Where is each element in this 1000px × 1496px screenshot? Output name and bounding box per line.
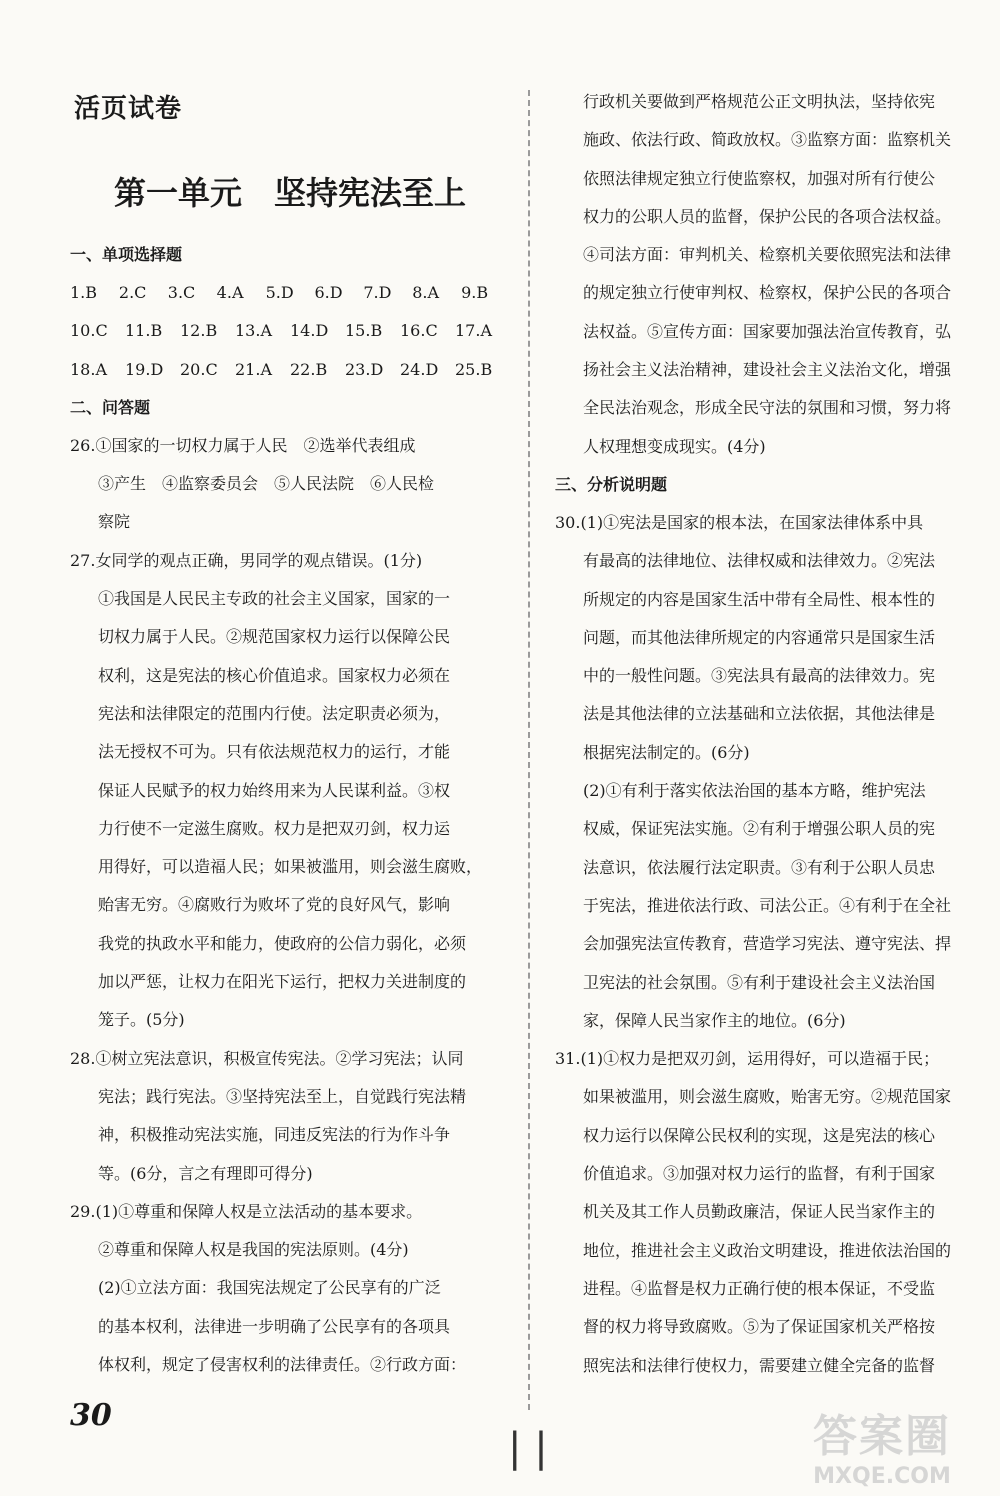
answer-item: 15.B bbox=[345, 321, 383, 341]
answer-item: 12.B bbox=[180, 321, 218, 341]
answer-item: 23.D bbox=[345, 359, 384, 379]
answer-item: 9.B bbox=[461, 283, 489, 302]
text-line: 人权理想变成现实。(4分) bbox=[583, 436, 766, 456]
text-line: 会加强宪法宣传教育，营造学习宪法、遵守宪法、捍 bbox=[583, 934, 952, 954]
text-line: 于宪法，推进依法行政、司法公正。④有利于在全社 bbox=[583, 895, 952, 915]
text-line: 权力运行以保障公民权利的实现，这是宪法的核心 bbox=[583, 1125, 936, 1145]
answer-item: 8.A bbox=[412, 283, 440, 302]
text-line: 行政机关要做到严格规范公正文明执法，坚持依宪 bbox=[583, 92, 936, 111]
handwritten-mark: | | bbox=[508, 1425, 548, 1471]
text-line: 问题，而其他法律所规定的内容通常只是国家生活 bbox=[583, 627, 936, 647]
text-line: 宪法和法律限定的范围内行使。法定职责必须为， bbox=[98, 703, 451, 723]
answer-item: 13.A bbox=[235, 321, 272, 341]
answer-item: 19.D bbox=[125, 359, 164, 379]
left-column bbox=[70, 236, 510, 1384]
text-line: ④司法方面：审判机关、检察机关要依照宪法和法律 bbox=[583, 245, 952, 265]
text-line: 权力的公职人员的监督，保护公民的各项合法权益。 bbox=[583, 206, 952, 226]
analysis-answers bbox=[555, 504, 995, 1385]
text-line: 有最高的法律地位、法律权威和法律效力。②宪法 bbox=[583, 551, 936, 571]
watermark-logo: 答案圈 bbox=[813, 1411, 951, 1462]
text-line: 30.(1)①宪法是国家的根本法，在国家法律体系中具 bbox=[555, 512, 924, 532]
text-line: 力行使不一定滋生腐败。权力是把双刃剑，权力运 bbox=[98, 818, 451, 838]
answer-item: 2.C bbox=[118, 283, 147, 302]
watermark-url: MXQE.COM bbox=[813, 1464, 951, 1489]
qa-answers bbox=[70, 427, 510, 1384]
answer-row bbox=[70, 351, 510, 389]
text-line: 地位，推进社会主义政治文明建设，推进依法治国的 bbox=[583, 1240, 952, 1260]
text-line: 加以严惩，让权力在阳光下运行，把权力关进制度的 bbox=[98, 972, 467, 992]
text-line: 保证人民赋予的权力始终用来为人民谋利益。③权 bbox=[98, 780, 451, 800]
text-line: 进程。④监督是权力正确行使的根本保证，不受监 bbox=[583, 1278, 936, 1298]
text-line: 法权益。⑤宣传方面：国家要加强法治宣传教育，弘 bbox=[583, 321, 952, 341]
text-line: 法是其他法律的立法基础和立法依据，其他法律是 bbox=[583, 704, 936, 724]
answer-grid bbox=[70, 274, 510, 389]
text-line: 卫宪法的社会氛围。⑤有利于建设社会主义法治国 bbox=[583, 972, 936, 992]
text-line: 督的权力将导致腐败。⑤为了保证国家机关严格按 bbox=[583, 1317, 936, 1337]
text-line: 笼子。(5分) bbox=[98, 1010, 185, 1030]
text-line: 如果被滥用，则会滋生腐败，贻害无穷。②规范国家 bbox=[583, 1087, 952, 1107]
text-line: 28.①树立宪法意识，积极宣传宪法。②学习宪法；认同 bbox=[70, 1048, 464, 1068]
watermark bbox=[792, 1400, 972, 1489]
answer-item: 6.D bbox=[314, 283, 343, 302]
answer-item: 22.B bbox=[290, 359, 328, 379]
text-line: 家，保障人民当家作主的地位。(6分) bbox=[583, 1010, 846, 1030]
text-line: 神，积极推动宪法实施，同违反宪法的行为作斗争 bbox=[98, 1125, 451, 1145]
answer-item: 14.D bbox=[290, 321, 329, 341]
text-line: 宪法；践行宪法。③坚持宪法至上，自觉践行宪法精 bbox=[98, 1086, 467, 1106]
text-line: 所规定的内容是国家生活中带有全局性、根本性的 bbox=[583, 589, 936, 609]
section-heading-qa: 二、问答题 bbox=[70, 397, 151, 417]
text-line: 法意识，依法履行法定职责。③有利于公职人员忠 bbox=[583, 857, 936, 877]
section-heading-choice: 一、单项选择题 bbox=[70, 245, 183, 264]
text-line: 等。(6分，言之有理即可得分) bbox=[98, 1163, 313, 1183]
column-divider bbox=[528, 90, 530, 1410]
text-line: 31.(1)①权力是把双刃剑，运用得好，可以造福于民； bbox=[555, 1049, 940, 1069]
answer-row bbox=[70, 274, 510, 312]
text-line: 扬社会主义法治精神，建设社会主义法治文化，增强 bbox=[583, 360, 952, 380]
answer-item: 1.B bbox=[70, 283, 98, 302]
text-line: ①我国是人民民主专政的社会主义国家，国家的一 bbox=[98, 589, 451, 609]
answer-item: 5.D bbox=[265, 283, 294, 302]
text-line: 用得好，可以造福人民；如果被滥用，则会滋生腐败， bbox=[98, 857, 483, 877]
answer-item: 3.C bbox=[167, 283, 196, 302]
text-line: 依照法律规定独立行使监察权，加强对所有行使公 bbox=[583, 168, 936, 188]
text-line: 施政、依法行政、简政放权。③监察方面：监察机关 bbox=[583, 130, 952, 150]
text-line: ②尊重和保障人权是我国的宪法原则。(4分) bbox=[98, 1240, 409, 1260]
text-line: 察院 bbox=[98, 512, 131, 532]
text-line: 权威，保证宪法实施。②有利于增强公职人员的宪 bbox=[583, 819, 936, 839]
page-number: 30 bbox=[70, 1398, 112, 1433]
text-line: (2)①立法方面：我国宪法规定了公民享有的广泛 bbox=[98, 1278, 441, 1298]
text-line: 根据宪法制定的。(6分) bbox=[583, 742, 750, 762]
answer-item: 17.A bbox=[455, 321, 492, 341]
text-line: 法无授权不可为。只有依法规范权力的运行，才能 bbox=[98, 742, 451, 762]
unit-title: 第一单元 坚持宪法至上 bbox=[113, 174, 466, 212]
text-line: 的规定独立行使审判权、检察权，保护公民的各项合 bbox=[583, 283, 952, 303]
answer-item: 25.B bbox=[455, 359, 493, 379]
answer-item: 20.C bbox=[180, 359, 218, 379]
answer-item: 11.B bbox=[125, 321, 163, 341]
text-line: ③产生 ④监察委员会 ⑤人民法院 ⑥人民检 bbox=[98, 474, 435, 494]
text-line: 29.(1)①尊重和保障人权是立法活动的基本要求。 bbox=[70, 1201, 423, 1221]
text-line: 切权力属于人民。②规范国家权力运行以保障公民 bbox=[98, 627, 451, 647]
answer-item: 24.D bbox=[400, 359, 439, 379]
text-line: 体权利，规定了侵害权利的法律责任。②行政方面： bbox=[98, 1355, 467, 1375]
continued-answers bbox=[555, 83, 995, 466]
section-heading-analysis: 三、分析说明题 bbox=[555, 474, 668, 494]
text-line: 价值追求。③加强对权力运行的监督，有利于国家 bbox=[583, 1164, 936, 1184]
text-line: 27.女同学的观点正确，男同学的观点错误。(1分) bbox=[70, 550, 423, 570]
text-line: 26.①国家的一切权力属于人民 ②选举代表组成 bbox=[70, 435, 416, 455]
text-line: 机关及其工作人员勤政廉洁，保证人民当家作主的 bbox=[583, 1202, 936, 1222]
text-line: 全民法治观念，形成全民守法的氛围和习惯，努力将 bbox=[583, 398, 952, 418]
text-line: 中的一般性问题。③宪法具有最高的法律效力。宪 bbox=[583, 666, 936, 686]
answer-item: 7.D bbox=[363, 283, 392, 302]
answer-item: 21.A bbox=[235, 359, 272, 379]
answer-item: 18.A bbox=[70, 359, 107, 379]
answer-item: 16.C bbox=[400, 321, 438, 341]
answer-row bbox=[70, 312, 510, 350]
text-line: 权利，这是宪法的核心价值追求。国家权力必须在 bbox=[98, 665, 451, 685]
page-header: 活页试卷 bbox=[74, 94, 183, 124]
answer-item: 4.A bbox=[216, 283, 244, 302]
text-line: 贻害无穷。④腐败行为败坏了党的良好风气，影响 bbox=[98, 895, 451, 915]
text-line: 我党的执政水平和能力，使政府的公信力弱化，必须 bbox=[98, 933, 467, 953]
text-line: 照宪法和法律行使权力，需要建立健全完备的监督 bbox=[583, 1355, 936, 1375]
text-line: (2)①有利于落实依法治国的基本方略，维护宪法 bbox=[583, 781, 926, 801]
text-line: 的基本权利，法律进一步明确了公民享有的各项具 bbox=[98, 1316, 451, 1336]
right-column bbox=[555, 83, 995, 1385]
answer-item: 10.C bbox=[70, 321, 108, 341]
